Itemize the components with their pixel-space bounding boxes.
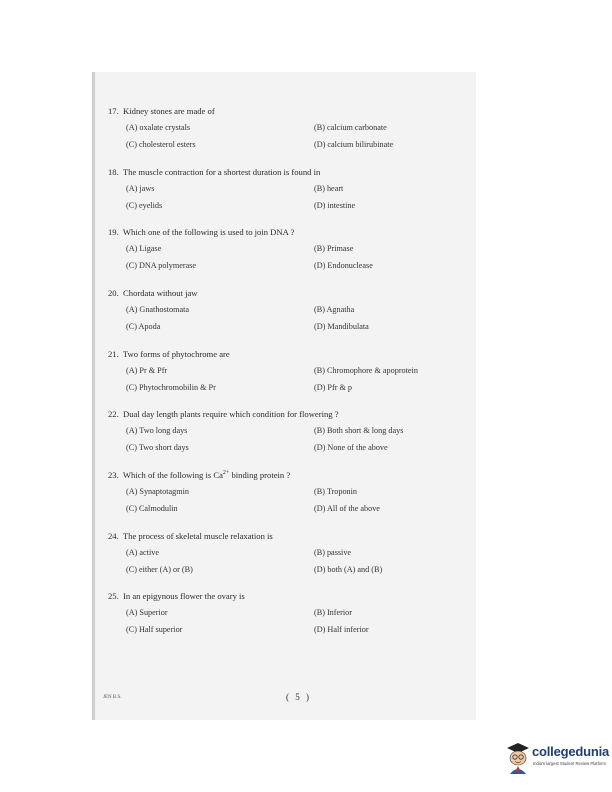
option-b: (B) heart (314, 184, 344, 193)
page-edge (92, 72, 95, 720)
page-number: ( 5 ) (286, 692, 311, 702)
question-text: In an epigynous flower the ovary is (123, 591, 245, 601)
option-d: (D) calcium bilirubinate (314, 140, 394, 149)
question-number: 25. (108, 591, 119, 601)
option-a: (A) active (126, 548, 159, 557)
option-c: (C) eyelids (126, 201, 163, 210)
option-b: (B) Chromophore & apoprotein (314, 366, 418, 375)
question-text: The muscle contraction for a shortest duration is found in (122, 167, 321, 177)
option-d: (D) Pfr & p (314, 383, 352, 392)
question-text: The process of skeletal muscle relaxation is (122, 531, 273, 541)
option-d: (D) both (A) and (B) (314, 565, 383, 574)
question-18 (108, 167, 468, 210)
question-text: Chordata without jaw (123, 288, 198, 298)
option-d: (D) None of the above (314, 443, 388, 452)
question-text: Two forms of phytochrome are (122, 349, 230, 359)
option-a: (A) Synaptotagmin (126, 487, 189, 496)
question-19 (108, 227, 468, 270)
question-text: Which one of the following is used to join DNA ? (122, 227, 295, 237)
question-number: 23. (108, 470, 119, 480)
superscript: 2+ (222, 470, 230, 477)
option-c: (C) Two short days (126, 443, 189, 452)
question-22 (108, 409, 468, 452)
paper-code: JEN B.S. (103, 695, 122, 700)
question-number: 22. (108, 409, 119, 419)
option-b: (B) Inferior (314, 608, 352, 617)
question-text: Dual day length plants require which condition for flowering ? (123, 409, 339, 419)
question-25 (108, 591, 468, 634)
question-number: 21. (108, 349, 119, 359)
question-number: 20. (108, 288, 119, 298)
option-d: (D) Mandibulata (314, 322, 369, 331)
option-d: (D) Half inferior (314, 625, 369, 634)
option-b: (B) Primase (314, 244, 354, 253)
option-d: (D) Endonuclease (314, 261, 373, 270)
question-17 (108, 106, 468, 149)
option-a: (A) oxalate crystals (126, 123, 191, 132)
option-b: (B) passive (314, 548, 352, 557)
graduate-mascot-icon (505, 740, 531, 774)
option-a: (A) jaws (126, 184, 155, 193)
option-c: (C) DNA polymerase (126, 261, 197, 270)
option-a: (A) Two long days (126, 426, 188, 435)
collegedunia-logo (505, 738, 610, 778)
question-number: 19. (108, 227, 119, 237)
option-a: (A) Gnathostomata (126, 305, 189, 314)
option-b: (B) Agnatha (314, 305, 355, 314)
option-c: (C) either (A) or (B) (126, 565, 193, 574)
option-a: (A) Ligase (126, 244, 162, 253)
question-text: Kidney stones are made of (123, 106, 215, 116)
option-d: (D) All of the above (314, 504, 380, 513)
option-c: (C) cholesterol esters (126, 140, 196, 149)
question-text-after: binding protein ? (229, 470, 291, 480)
question-number: 17. (108, 106, 119, 116)
option-a: (A) Pr & Pfr (126, 366, 168, 375)
option-c: (C) Apoda (126, 322, 161, 331)
question-20 (108, 288, 468, 331)
option-d: (D) intestine (314, 201, 356, 210)
option-c: (C) Half superior (126, 625, 183, 634)
question-24 (108, 531, 468, 574)
question-number: 24. (108, 531, 119, 541)
option-c: (C) Phytochromobilin & Pr (126, 383, 216, 392)
option-b: (B) calcium carbonate (314, 123, 387, 132)
option-b: (B) Both short & long days (314, 426, 404, 435)
option-c: (C) Calmodulin (126, 504, 178, 513)
question-23 (108, 470, 468, 513)
question-text-before: Which of the following is Ca (122, 470, 223, 480)
option-a: (A) Superior (126, 608, 168, 617)
logo-tagline: India's largest Student Review Platform (533, 761, 606, 766)
option-b: (B) Troponin (314, 487, 357, 496)
question-number: 18. (108, 167, 119, 177)
question-21 (108, 349, 468, 392)
logo-wordmark: collegedunia (532, 744, 610, 759)
